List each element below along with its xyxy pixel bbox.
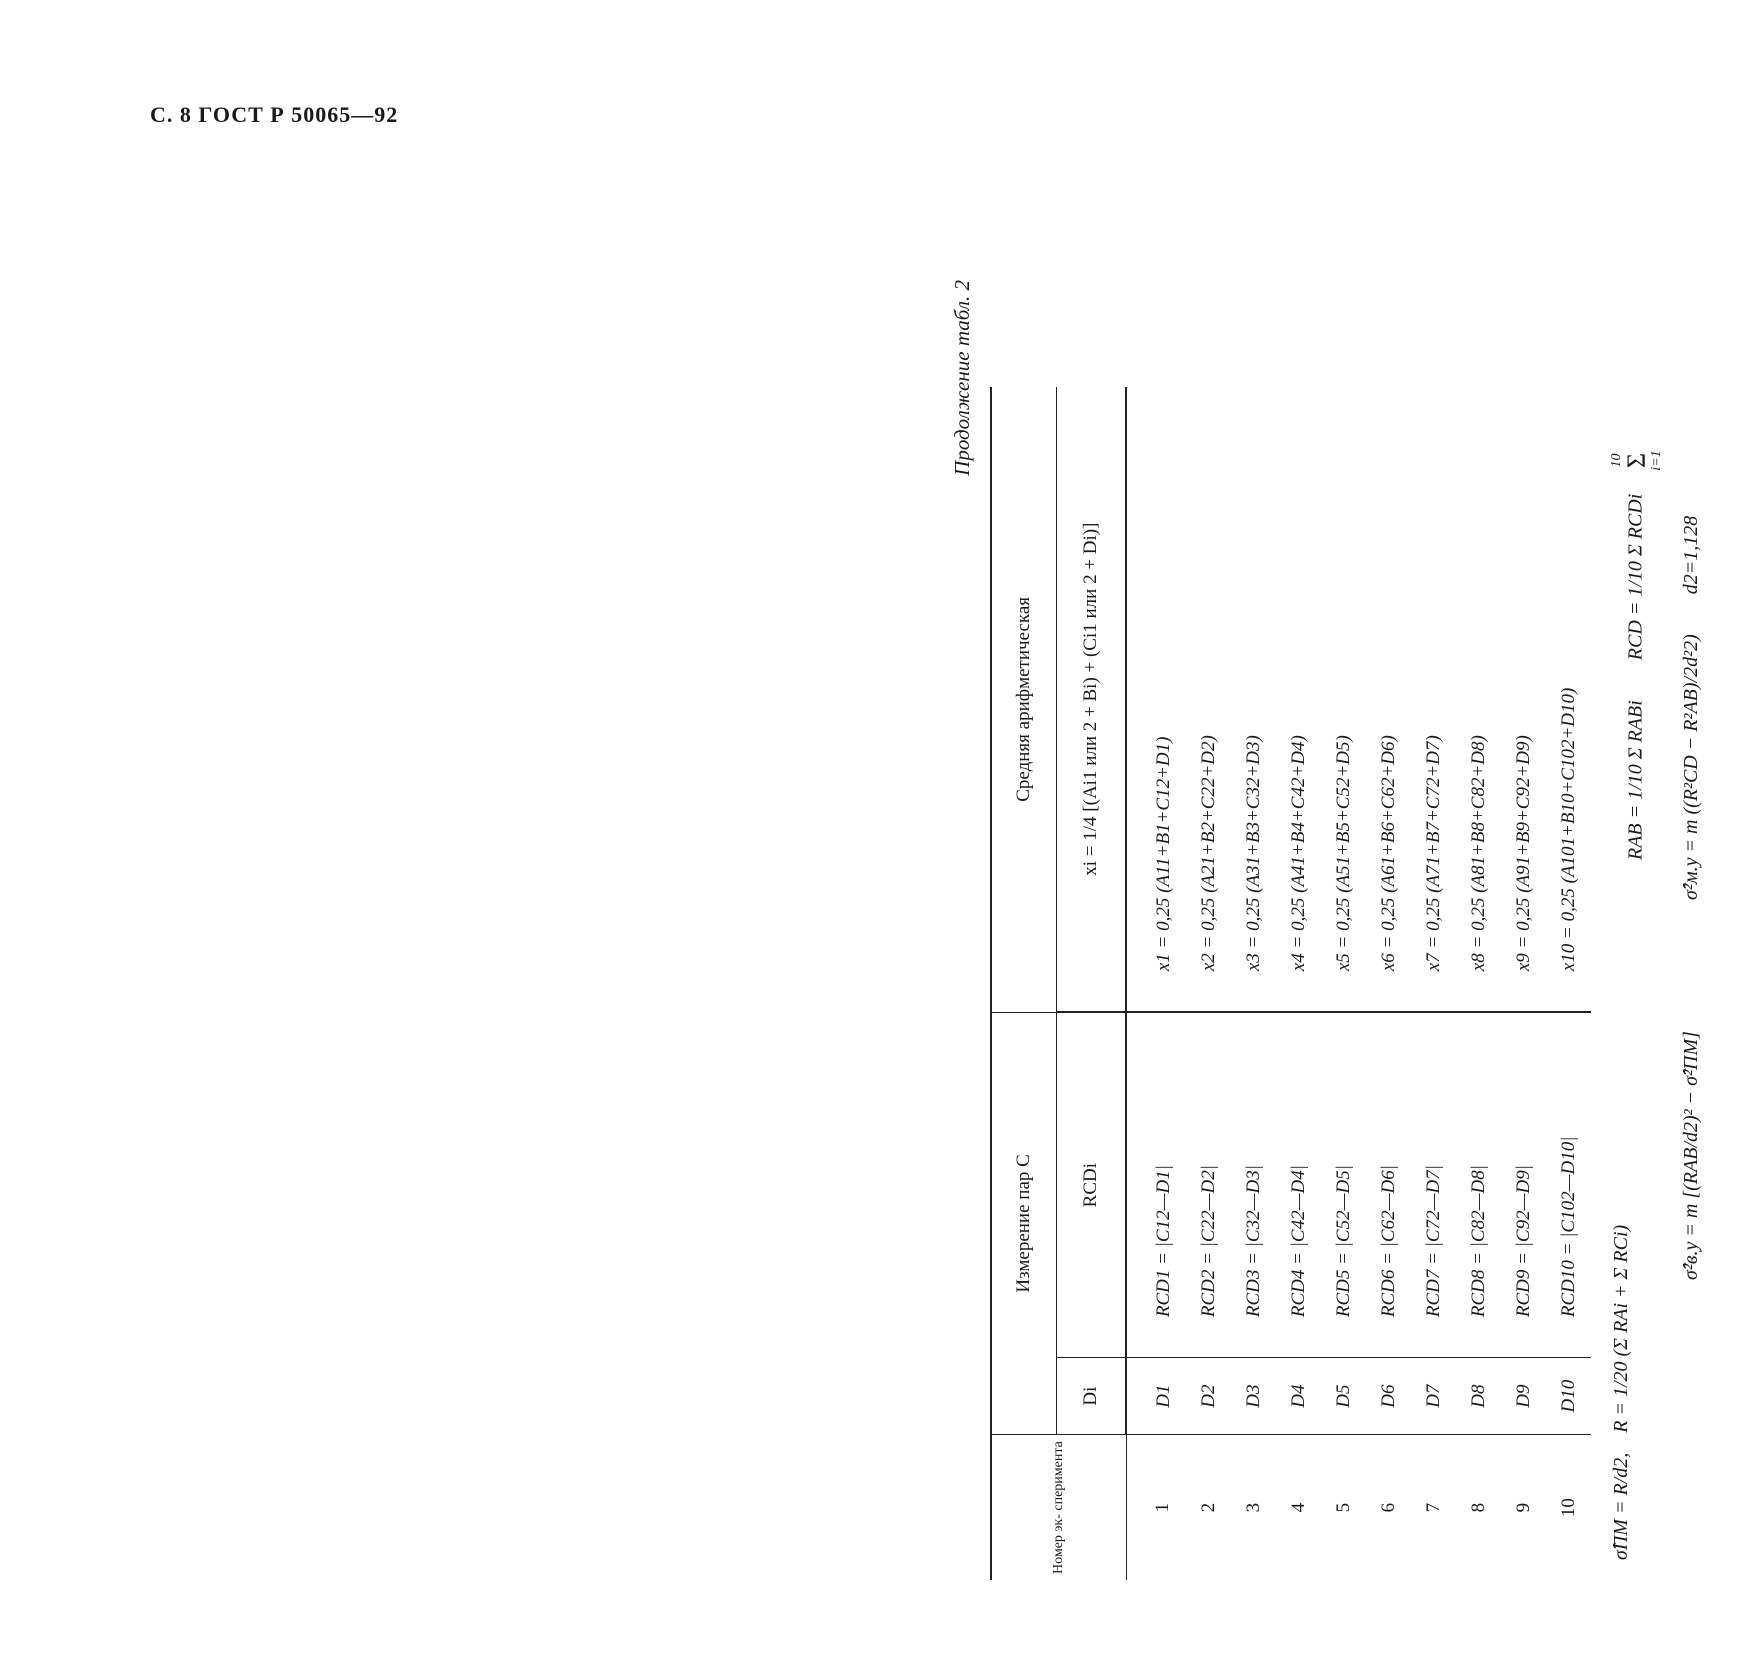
column-header-experiment-number: Номер эк- сперимента <box>991 1435 1126 1580</box>
formula-r-mean: R = 1/20 (Σ RAi + Σ RCi) <box>1610 1224 1632 1433</box>
results-table <box>990 387 1591 1580</box>
formula-rab-rcd <box>1610 447 1664 860</box>
column-header-rcd: RCDi <box>1057 1012 1127 1358</box>
formula-d2: d2=1,128 <box>1680 515 1702 595</box>
table-row: 1 D1 RCD1 = |C12—D1| x1 = 0,25 (A11+B1+C12+D1) <box>1126 387 1186 1580</box>
column-header-xi: xi = 1/4 [(Ai1 или 2 + Bi) + (Ci1 или 2 + Di)] <box>1057 387 1127 1012</box>
formula-sigma-pm: σ̂ПМ = R/d2 <box>1610 1457 1632 1560</box>
table-row: 5 D5 RCD5 = |C52—D5| x5 = 0,25 (A51+B5+C52+D5) <box>1321 387 1366 1580</box>
table-row: 6 D6 RCD6 = |C62—D6| x6 = 0,25 (A61+B6+C62+D6) <box>1366 387 1411 1580</box>
formula-sigma-mu: σ̂²м.у = m ((R²CD − R²AB)/2d²2) <box>1680 634 1702 900</box>
table-row: 9 D9 RCD9 = |C92—D9| x9 = 0,25 (A91+B9+C92+D9) <box>1501 387 1546 1580</box>
table-row: 2 D2 RCD2 = |C22—D2| x2 = 0,25 (A21+B2+C22+D2) <box>1186 387 1231 1580</box>
column-group-pairs-c: Измерение пар C <box>991 1012 1057 1435</box>
table-continuation-caption: Продолжение табл. 2 <box>950 280 974 476</box>
table-row: 4 D4 RCD4 = |C42—D4| x4 = 0,25 (A41+B4+C42+D4) <box>1276 387 1321 1580</box>
formula-sigma-mu-line <box>1680 516 1703 900</box>
formula-r-ab: RAB = 1/10 Σ RABi <box>1624 700 1647 860</box>
formula-r-cd: RCD = 1/10 Σ RCDi <box>1624 493 1647 661</box>
column-group-mean: Средняя арифметическая <box>991 387 1057 1012</box>
table-row: 3 D3 RCD3 = |C32—D3| x3 = 0,25 (A31+B3+C32+D3) <box>1231 387 1276 1580</box>
column-header-d: Di <box>1057 1358 1127 1435</box>
page-header: С. 8 ГОСТ Р 50065—92 <box>150 102 399 127</box>
sum-limits: 10 Σ i=1 <box>1609 450 1664 471</box>
table-row: 8 D8 RCD8 = |C82—D8| x8 = 0,25 (A81+B8+C82+D8) <box>1456 387 1501 1580</box>
formula-sigma-pm-and-r: σ̂ПМ = R/d2, R = 1/20 (Σ RAi + Σ RCi) <box>1610 1224 1632 1560</box>
formula-sigma-vu: σ̂²в.у = m [(RAB/d2)² − σ̂²ПМ] <box>1680 1031 1702 1280</box>
table-row: 10 D10 RCD10 = |C102—D10| x10 = 0,25 (A101+B10+C102+D10) <box>1546 387 1591 1580</box>
table-row: 7 D7 RCD7 = |C72—D7| x7 = 0,25 (A71+B7+C72+D7) <box>1411 387 1456 1580</box>
rotated-table-block <box>950 280 1750 1580</box>
